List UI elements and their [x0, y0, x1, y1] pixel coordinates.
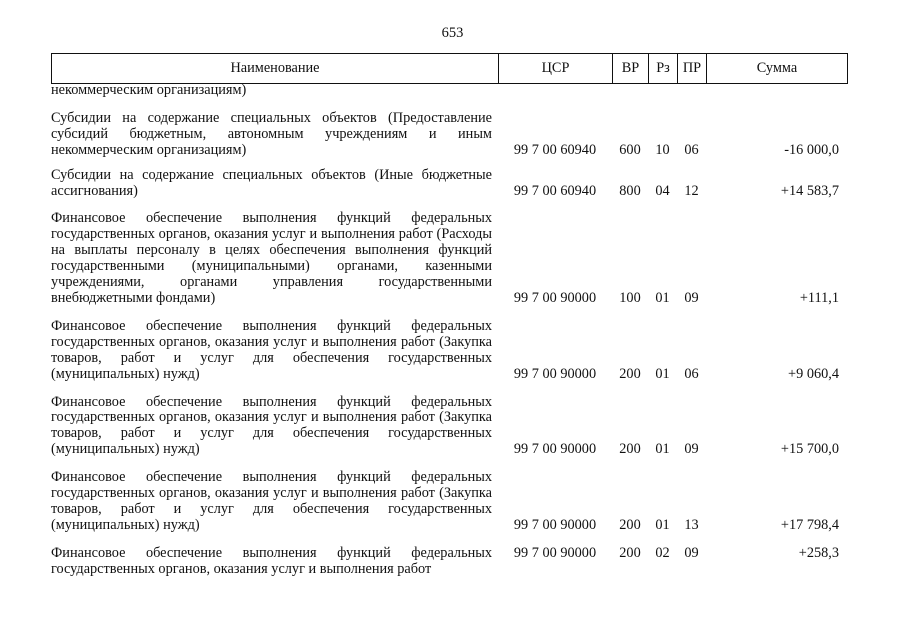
- row-vr: 200: [619, 441, 641, 458]
- row-sum: -16 000,0: [784, 141, 839, 158]
- row-rz: 04: [655, 182, 670, 199]
- header-vr: ВР: [613, 54, 649, 84]
- row-name: Финансовое обеспечение выполнения функций федеральных государственных органов, оказания услуг и выполнения работ: [51, 544, 492, 577]
- row-csr: 99 7 00 90000: [513, 441, 597, 458]
- row-sum: +258,3: [798, 544, 839, 561]
- row-csr: 99 7 00 90000: [513, 516, 597, 533]
- table-row: [51, 168, 847, 200]
- table-row: [51, 211, 847, 306]
- row-rz: 02: [655, 544, 670, 561]
- row-rz: 01: [655, 441, 670, 458]
- row-pr: 12: [684, 182, 699, 199]
- row-sum: +9 060,4: [788, 365, 839, 382]
- row-csr: 99 7 00 60940: [513, 141, 597, 158]
- table-row: [51, 546, 847, 578]
- row-rz: 01: [655, 289, 670, 306]
- row-vr: 200: [619, 516, 641, 533]
- row-vr: 600: [619, 141, 641, 158]
- header-pr: ПР: [678, 54, 707, 84]
- page-number: 653: [441, 25, 464, 41]
- row-rz: 10: [655, 141, 670, 158]
- row-name: Финансовое обеспечение выполнения функций федеральных государственных органов, оказания услуг и выполнения работ (Расходы на выплаты персоналу в целях обеспечения выполнения функций государственными (муниципальными) органами, казенными учреждениями, органами управления государственными внебюджетными фондами): [51, 210, 492, 306]
- row-sum: +111,1: [799, 289, 839, 306]
- row-pr: 06: [684, 365, 699, 382]
- row-vr: 200: [619, 365, 641, 382]
- table-row: [51, 395, 847, 459]
- row-csr: 99 7 00 90000: [513, 365, 597, 382]
- row-pr: [677, 83, 706, 99]
- row-sum: [706, 83, 847, 99]
- row-sum: +14 583,7: [780, 182, 839, 199]
- row-name: некоммерческим организациям): [51, 82, 247, 98]
- row-rz: 01: [655, 365, 670, 382]
- row-name: Субсидии на содержание специальных объектов (Предоставление субсидий бюджетным, автономным учреждениям и иным некоммерческим организациям): [51, 109, 492, 158]
- table-header: [51, 53, 848, 84]
- row-csr: [498, 83, 612, 99]
- header-csr: ЦСР: [499, 54, 613, 84]
- row-rz: 01: [655, 516, 670, 533]
- header-name: Наименование: [52, 54, 499, 84]
- row-vr: 800: [619, 182, 641, 199]
- row-pr: 09: [684, 289, 699, 306]
- row-sum: +15 700,0: [780, 441, 839, 458]
- row-name: Финансовое обеспечение выполнения функций федеральных государственных органов, оказания услуг и выполнения работ (Закупка товаров, работ и услуг для обеспечения государственных (муниципальных) нужд): [51, 317, 492, 382]
- row-pr: 06: [684, 141, 699, 158]
- row-rz: [648, 83, 677, 99]
- header-rz: Рз: [649, 54, 678, 84]
- row-csr: 99 7 00 90000: [513, 544, 597, 561]
- row-vr: [612, 83, 648, 99]
- header-sum: Сумма: [707, 54, 848, 84]
- row-pr: 09: [684, 441, 699, 458]
- row-pr: 13: [684, 516, 699, 533]
- row-csr: 99 7 00 90000: [513, 289, 597, 306]
- table-row: [51, 319, 847, 383]
- row-csr: 99 7 00 60940: [513, 182, 597, 199]
- header-row: [52, 54, 848, 84]
- row-name: Финансовое обеспечение выполнения функций федеральных государственных органов, оказания услуг и выполнения работ (Закупка товаров, работ и услуг для обеспечения государственных (муниципальных) нужд): [51, 393, 492, 458]
- row-name: Финансовое обеспечение выполнения функций федеральных государственных органов, оказания услуг и выполнения работ (Закупка товаров, работ и услуг для обеспечения государственных (муниципальных) нужд): [51, 469, 492, 533]
- row-vr: 100: [619, 289, 641, 306]
- row-name: Субсидии на содержание специальных объектов (Иные бюджетные ассигнования): [51, 166, 492, 199]
- row-sum: +17 798,4: [780, 516, 839, 533]
- budget-table: [51, 83, 847, 578]
- table-row: [51, 470, 847, 534]
- row-pr: 09: [684, 544, 699, 561]
- row-vr: 200: [619, 544, 641, 561]
- table-row: [51, 83, 847, 99]
- table-row: [51, 111, 847, 159]
